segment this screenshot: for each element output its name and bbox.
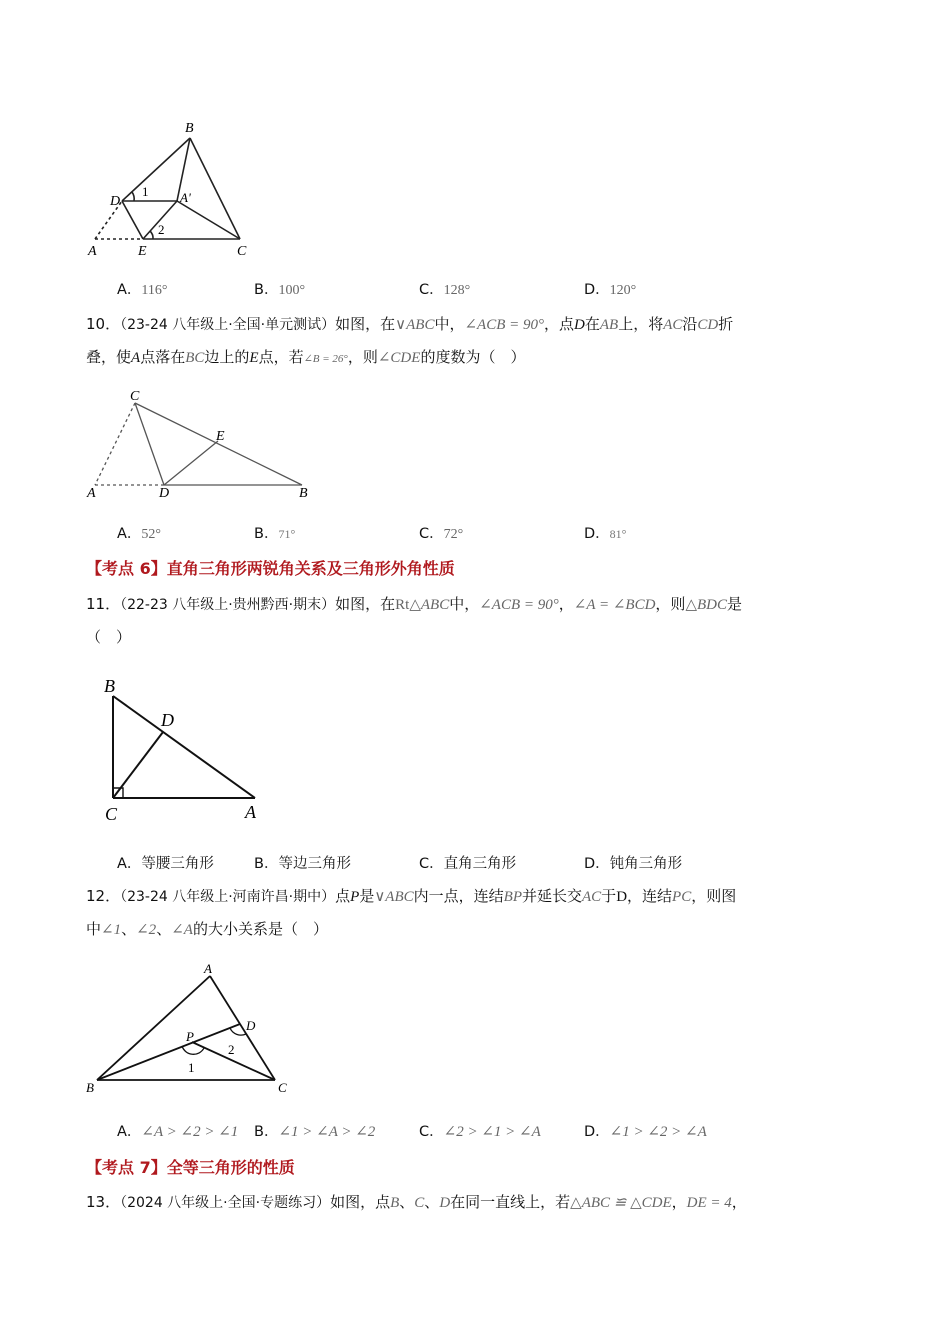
label-angle-2: 2	[158, 222, 165, 237]
option-value: 71°	[278, 527, 296, 541]
option-letter: B．	[254, 282, 279, 298]
q9-option-d[interactable]	[584, 278, 636, 299]
text: 如图，在	[335, 315, 396, 333]
question-number: 12．	[86, 887, 121, 905]
option-value: 116°	[141, 283, 168, 298]
option-letter: C．	[419, 1124, 444, 1140]
math: AC	[663, 317, 683, 333]
text: 叠，使	[86, 348, 132, 366]
option-letter: D．	[584, 1124, 610, 1140]
math: C	[414, 1195, 425, 1211]
label-angle-1: 1	[188, 1060, 195, 1075]
text: 上，将	[618, 315, 664, 333]
math: ∠ACB = 90°	[479, 597, 559, 613]
point-label: D	[574, 317, 585, 333]
question-13-line-1	[86, 1186, 866, 1219]
text: ，连结	[627, 887, 673, 905]
text: 在	[584, 315, 600, 333]
option-value: ∠A > ∠2 > ∠1	[141, 1124, 239, 1140]
option-value: ∠2 > ∠1 > ∠A	[443, 1124, 541, 1140]
label-d: D	[159, 486, 170, 501]
question-13	[86, 1186, 866, 1219]
option-value: 钝角三角形	[609, 856, 683, 872]
option-value: 72°	[443, 527, 464, 542]
text: 、	[156, 920, 172, 938]
text: 边上的	[204, 348, 250, 366]
question-10-line-2	[86, 341, 866, 375]
text: 如图，点	[330, 1193, 391, 1211]
question-11-line-2	[86, 621, 866, 653]
q11-option-b[interactable]	[254, 852, 351, 873]
label-c: C	[278, 1080, 287, 1095]
option-value: ∠1 > ∠A > ∠2	[278, 1124, 376, 1140]
q12-option-b[interactable]	[254, 1120, 375, 1141]
text: 点	[335, 887, 351, 905]
text: 的度数为（ ）	[420, 348, 526, 366]
text: ，	[671, 1193, 687, 1211]
q10-option-d[interactable]	[584, 522, 626, 543]
q11-option-c[interactable]	[419, 852, 516, 873]
option-letter: A．	[117, 282, 142, 298]
math: DE = 4	[686, 1195, 732, 1211]
math: ∠A = ∠BCD	[573, 597, 656, 613]
label-a: A	[88, 244, 97, 259]
question-number: 10．	[86, 315, 121, 333]
option-value: 52°	[141, 527, 162, 542]
option-letter: D．	[584, 856, 610, 872]
option-letter: B．	[254, 526, 279, 542]
math: D	[439, 1195, 451, 1211]
option-letter: A．	[117, 856, 142, 872]
q10-option-c[interactable]	[419, 522, 463, 543]
text: 是	[726, 595, 742, 613]
question-10-line-1	[86, 308, 866, 341]
text: 如图，在	[335, 595, 396, 613]
q9-option-b[interactable]	[254, 278, 305, 299]
question-11-line-1	[86, 588, 866, 621]
math: BP	[503, 889, 522, 905]
question-number: 13．	[86, 1193, 121, 1211]
option-letter: A．	[117, 526, 142, 542]
option-value: 直角三角形	[443, 856, 517, 872]
option-letter: B．	[254, 1124, 279, 1140]
q12-option-d[interactable]	[584, 1120, 707, 1141]
math: CD	[697, 317, 719, 333]
option-value: 100°	[278, 283, 306, 298]
label-c: C	[130, 389, 140, 404]
text: 在同一直线上，若	[450, 1193, 571, 1211]
angle-arc-2	[150, 231, 153, 239]
q10-option-a[interactable]	[117, 522, 161, 543]
label-b: B	[86, 1080, 94, 1095]
angle-arc-1	[182, 1046, 204, 1054]
text: （ ）	[86, 628, 132, 646]
option-letter: D．	[584, 282, 610, 298]
label-d: D	[110, 194, 121, 209]
q10-option-b[interactable]	[254, 522, 295, 543]
label-a: A	[245, 802, 256, 822]
text: ，则	[655, 595, 686, 613]
text: 是	[359, 887, 375, 905]
option-value: ∠1 > ∠2 > ∠A	[609, 1124, 707, 1140]
text: 点，若	[258, 348, 304, 366]
math: ∨ABC	[395, 317, 435, 333]
question-12	[86, 880, 866, 946]
label-b: B	[299, 486, 308, 501]
text: 中	[86, 920, 102, 938]
angle-arc-1	[132, 192, 134, 201]
label-c: C	[237, 244, 247, 259]
text: ，则	[347, 348, 378, 366]
option-value: 等腰三角形	[141, 856, 214, 872]
text: 折	[718, 315, 734, 333]
label-a: A	[87, 486, 96, 501]
text: 中，	[434, 315, 465, 333]
math: ∠CDE	[377, 350, 421, 366]
math: AC	[582, 889, 602, 905]
question-number: 11．	[86, 595, 121, 613]
q11-option-a[interactable]	[117, 852, 214, 873]
point-label: D	[616, 889, 628, 905]
point-label: A	[131, 350, 141, 366]
math: B	[390, 1195, 400, 1211]
point-label: P	[350, 889, 360, 905]
figure-q9	[80, 115, 270, 265]
text: 并延长交	[521, 887, 582, 905]
math: △BDC	[685, 597, 727, 613]
option-letter: C．	[419, 856, 444, 872]
math: △ABC	[409, 597, 450, 613]
math: ∠2	[136, 922, 157, 938]
q12-option-c[interactable]	[419, 1120, 541, 1141]
label-e: E	[216, 429, 225, 444]
section-heading-7: 【考点 7】全等三角形的性质	[86, 1158, 295, 1177]
math: PC	[672, 889, 692, 905]
question-source: （22-23 八年级上·贵州黔西·期末）	[120, 597, 336, 613]
text: 、	[399, 1193, 415, 1211]
segment-ba	[113, 696, 255, 798]
math: AB	[599, 317, 619, 333]
text: 内一点，连结	[413, 887, 504, 905]
math: ∠1	[101, 922, 122, 938]
label-b: B	[104, 676, 115, 696]
text: 、	[424, 1193, 440, 1211]
question-12-line-2	[86, 913, 866, 946]
segment-de	[122, 201, 143, 239]
text: 点落在	[140, 348, 186, 366]
option-letter: C．	[419, 526, 444, 542]
label-d: D	[246, 1018, 256, 1033]
math: ∨ABC	[374, 889, 414, 905]
label-b: B	[185, 121, 194, 136]
figure-q10	[80, 383, 320, 503]
q11-option-d[interactable]	[584, 852, 682, 873]
figure-q12	[80, 962, 300, 1097]
label-a-prime: A'	[180, 190, 191, 205]
math: ∠A	[171, 922, 193, 938]
text: ，则图	[691, 887, 737, 905]
option-letter: C．	[419, 282, 444, 298]
math: △ABC ≌ △CDE	[570, 1195, 672, 1211]
question-11	[86, 588, 866, 653]
q12-option-a[interactable]	[117, 1120, 238, 1141]
text: ，	[731, 1193, 747, 1211]
text: 于	[601, 887, 617, 905]
math: ∠ACB = 90°	[464, 317, 544, 333]
math: Rt	[395, 597, 410, 613]
label-angle-2: 2	[228, 1042, 235, 1057]
option-value: 等边三角形	[278, 856, 351, 872]
label-angle-1: 1	[142, 184, 149, 199]
option-value: 120°	[609, 283, 637, 298]
option-letter: B．	[254, 856, 279, 872]
text: 、	[121, 920, 137, 938]
question-source: （23-24 八年级上·河南许昌·期中）	[120, 889, 336, 905]
question-12-line-1	[86, 880, 866, 913]
math: ∠B = 26°	[303, 353, 348, 365]
q9-option-c[interactable]	[419, 278, 470, 299]
q9-option-a[interactable]	[117, 278, 168, 299]
label-c: C	[105, 804, 118, 824]
text: ，	[558, 595, 574, 613]
option-value: 128°	[443, 283, 471, 298]
segment-ca-dashed	[95, 403, 135, 485]
math: BC	[185, 350, 205, 366]
option-value: 81°	[609, 527, 627, 541]
question-10	[86, 308, 866, 375]
question-source: （23-24 八年级上·全国·单元测试）	[120, 317, 336, 333]
label-d: D	[161, 710, 174, 730]
option-letter: A．	[117, 1124, 142, 1140]
text: 的大小关系是（ ）	[192, 920, 328, 938]
question-source: （2024 八年级上·全国·专题练习）	[120, 1195, 331, 1211]
label-a: A	[204, 962, 212, 976]
label-p: P	[186, 1029, 194, 1044]
text: 中，	[449, 595, 480, 613]
segment-de	[164, 441, 218, 485]
segment-bd	[97, 1024, 240, 1080]
text: 沿	[682, 315, 698, 333]
option-letter: D．	[584, 526, 610, 542]
label-e: E	[138, 244, 147, 259]
text: ，点	[544, 315, 575, 333]
figure-q11	[95, 672, 280, 827]
section-heading-6: 【考点 6】直角三角形两锐角关系及三角形外角性质	[86, 559, 455, 578]
point-label: E	[249, 350, 259, 366]
